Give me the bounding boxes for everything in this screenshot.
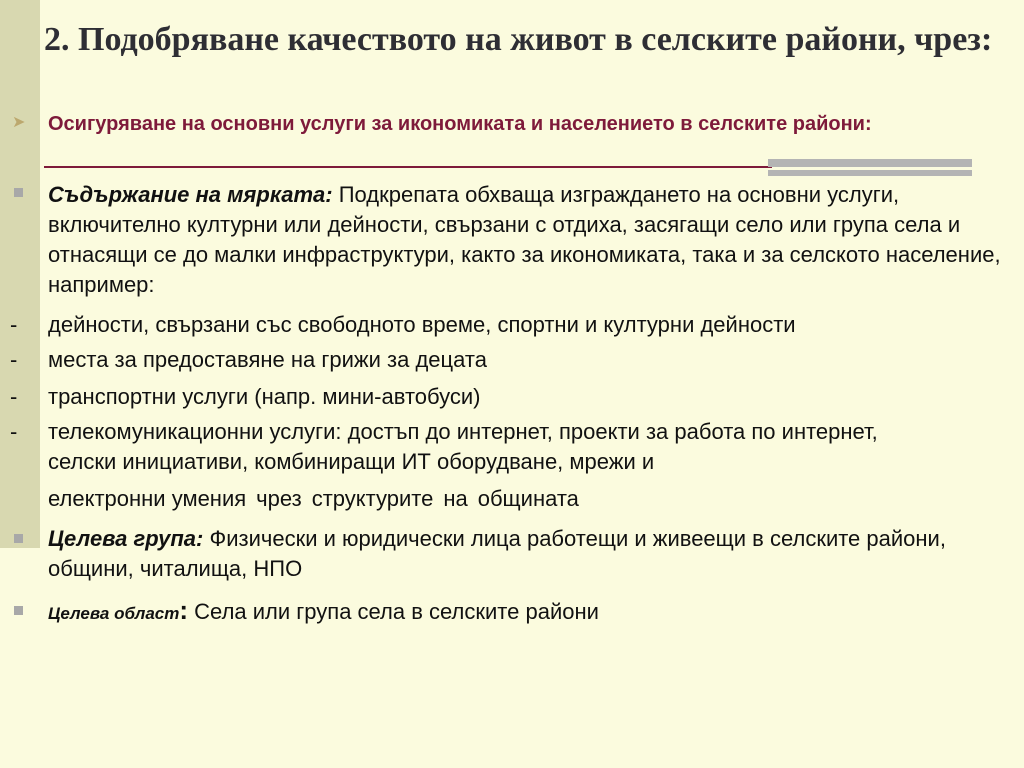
divider-bar-bottom	[768, 170, 972, 176]
slide-subtitle: Осигуряване на основни услуги за икономиката и населението в селските райони:	[48, 113, 872, 135]
dash-bullet: -	[10, 384, 18, 409]
target-group-text: Физически и юридически лица работещи и живеещи в селските райони, общини, читалища, НПО	[48, 526, 946, 581]
continuation-word: структурите	[311, 486, 434, 511]
continuation-word: общината	[477, 486, 579, 511]
dash-item-continuation	[48, 484, 1008, 514]
dash-item: телекомуникационни услуги: достъп до интернет, проекти за работа по интернет, селски инициативи, комбиниращи ИТ оборудване, мрежи и	[48, 419, 878, 474]
dash-bullet: -	[10, 312, 18, 337]
dash-item: дейности, свързани със свободното време, спортни и културни дейности	[48, 312, 796, 337]
divider-line	[44, 166, 772, 168]
arrow-bullet-icon: ➤	[12, 114, 26, 131]
dash-item: места за предоставяне на грижи за децата	[48, 347, 487, 372]
target-area-label: Целева област	[48, 604, 180, 623]
divider-bar-top	[768, 159, 972, 167]
content-text: Подкрепата обхваща изграждането на основни услуги, включително културни или дейности, свързани с отдиха, засягащи село или група села и отнасящи се до малки инфраструктури, както за икономиката, така и за селското население, например:	[48, 182, 1001, 297]
content-paragraph	[48, 180, 1008, 300]
dash-bullet: -	[10, 419, 18, 444]
target-area-paragraph	[48, 595, 1008, 629]
continuation-word: електронни умения	[48, 486, 247, 511]
continuation-word: чрез	[256, 486, 302, 511]
target-area-text: Села или група села в селските райони	[194, 599, 599, 624]
slide-title: 2. Подобряване качеството на живот в селските райони, чрез:	[44, 21, 993, 58]
square-bullet-icon	[14, 534, 23, 543]
continuation-word: на	[443, 486, 468, 511]
square-bullet-icon	[14, 188, 23, 197]
dash-bullet: -	[10, 347, 18, 372]
side-band	[0, 0, 40, 548]
content-label: Съдържание на мярката:	[48, 182, 333, 207]
dash-item: транспортни услуги (напр. мини-автобуси)	[48, 384, 481, 409]
target-group-label: Целева група:	[48, 526, 204, 551]
target-group-paragraph	[48, 524, 998, 584]
square-bullet-icon	[14, 606, 23, 615]
target-area-colon: :	[179, 595, 189, 625]
